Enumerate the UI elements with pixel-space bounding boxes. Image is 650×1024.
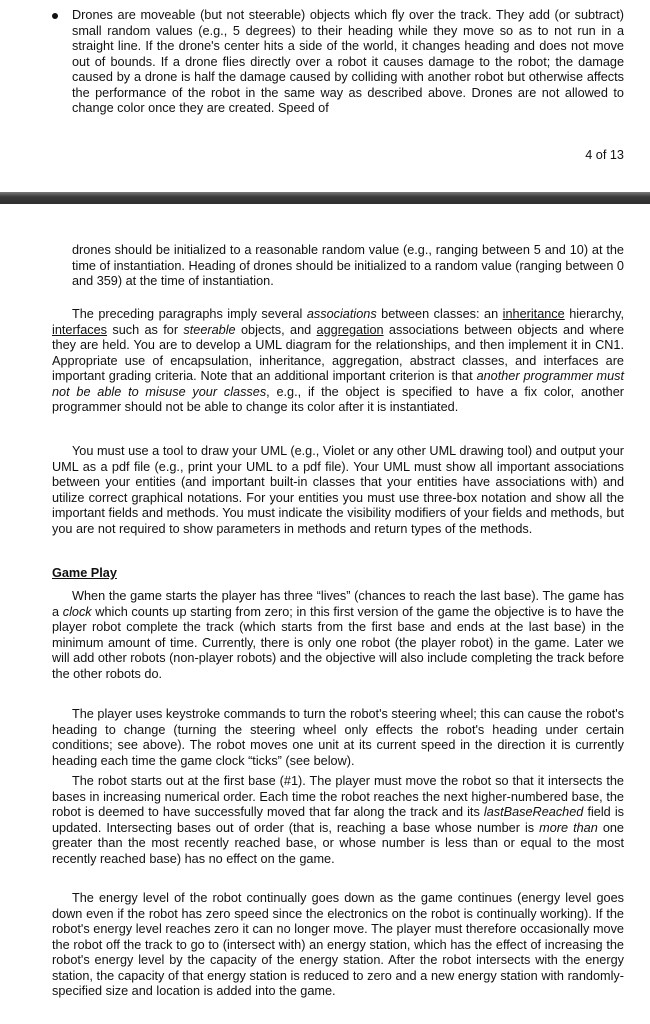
page-separator xyxy=(0,192,650,204)
drones-continuation: drones should be initialized to a reasonable random value (e.g., ranging between 5 and 10) at the time of instantiation. Heading of drones should be initialized to a random value (ranging between 0 and 359) at the time of instantiation. xyxy=(72,243,624,289)
uml-paragraph: You must use a tool to draw your UML (e.g., Violet or any other UML drawing tool) and output your UML as a pdf file (e.g., print your UML to a pdf file). Your UML must show all important associations between your entities (and important built-in classes that your entities have associations with) and utilize correct graphical notations. For your entities you must use three-box notation and show all the important fields and methods. You must indicate the visibility modifiers of your fields and methods, but you are not required to show parameters in methods and return types of the methods. xyxy=(52,444,624,536)
bullet-icon xyxy=(52,13,58,19)
keystroke-paragraph: The player uses keystroke commands to turn the robot's steering wheel; this can cause the robot's heading to change (turning the steering wheel only effects the robot's heading under certain conditions; see above). The robot moves one unit at its current speed in the direction it is currently heading each time the game clock “ticks” (see below). xyxy=(52,707,624,768)
associations-paragraph: The preceding paragraphs imply several associations between classes: an inheritance hierarchy, interfaces such as for steerable objects, and aggregation associations between objects and where they are held. You are to develop a UML diagram for the relationships, and then implement it in CN1. Appropriate use of encapsulation, inheritance, aggregation, abstract classes, and interfaces are important grading criteria. Note that an additional important criterion is that another programmer must not be able to misuse your classes, e.g., if the object is specified to have a fix color, another programmer should not be able to change its color after it is instantiated. xyxy=(52,307,625,415)
game-play-heading: Game Play xyxy=(52,566,117,580)
drones-bullet-text: Drones are moveable (but not steerable) objects which fly over the track. They add (or subtract) small random values (e.g., 5 degrees) to their heading while they move so as to not run in a straight line. If the drone's center hits a side of the world, it changes heading and does not move out of bounds. If a drone flies directly over a robot it causes damage to the robot; the damage caused by a drone is half the damage caused by colliding with another robot but otherwise affects the performance of the robot in the same way as described above. Drones are not allowed to change color once they are created. Speed of xyxy=(72,8,624,116)
page-5-top xyxy=(0,204,650,1024)
energy-paragraph: The energy level of the robot continually goes down as the game continues (energy level goes down even if the robot has zero speed since the electronics on the robot is continually working). If the robot's energy level reaches zero it can no longer move. The player must therefore occasionally move the robot off the track to go to (intersect with) an energy station, which has the effect of increasing the robot's energy level by the capacity of the energy station. After the robot intersects with the energy station, the capacity of that energy station is reduced to zero and a new energy station with randomly-specified size and location is added into the game. xyxy=(52,891,624,999)
page-number: 4 of 13 xyxy=(585,148,624,162)
bases-paragraph: The robot starts out at the first base (#1). The player must move the robot so that it intersects the bases in increasing numerical order. Each time the robot reaches the next higher-numbered base, the robot is deemed to have successfully moved that far along the track and its lastBaseReached field is updated. Intersecting bases out of order (that is, reaching a base whose number is more than one greater than the most recently reached base, or whose number is less than or equal to the most recently reached base) has no effect on the game. xyxy=(52,774,624,866)
game-start-paragraph: When the game starts the player has three “lives” (chances to reach the last base). The game has a clock which counts up starting from zero; in this first version of the game the objective is to have the player robot complete the track (which starts from the first base and ends at the last base) in the minimum amount of time. Currently, there is only one robot (the player robot) in the game. Later we will add other robots (non-player robots) and the objective will also include completing the track before the other robots do. xyxy=(52,589,624,681)
page-4-bottom xyxy=(0,0,650,192)
